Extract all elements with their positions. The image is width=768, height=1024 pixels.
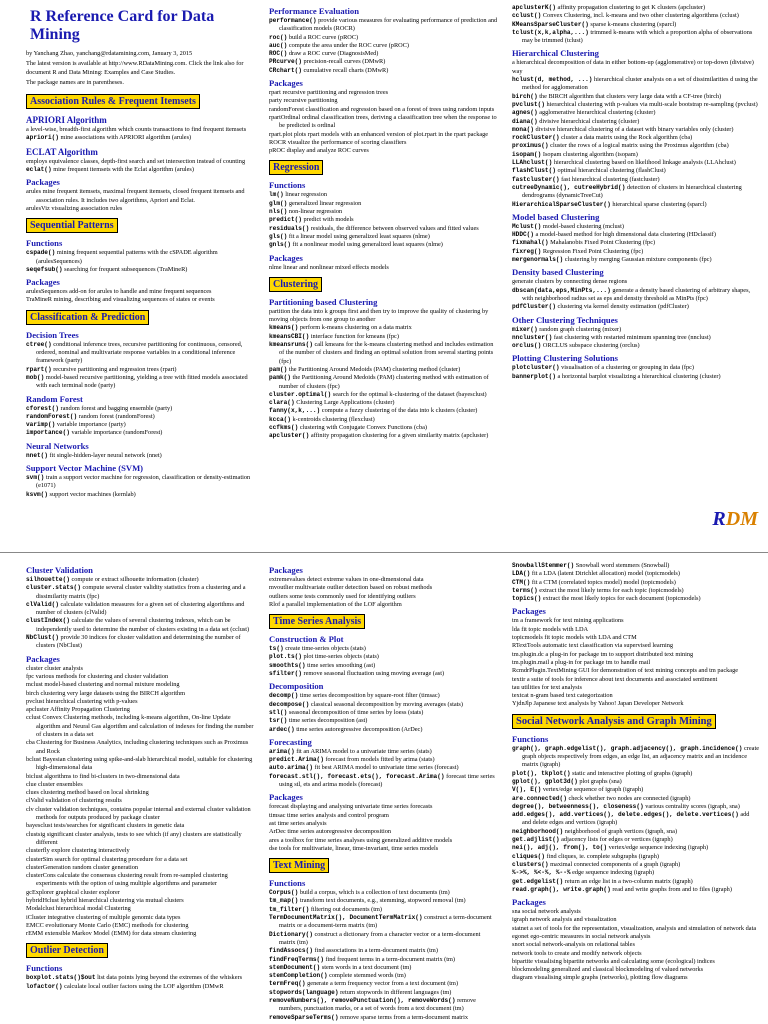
- entry-plot-ts: plot.ts() plot time-series objects (stats): [269, 653, 379, 661]
- entry-ts: ts() create time-series objects (stats): [269, 645, 366, 653]
- entry-prcurve: PRcurve() precision-recall curves (DMwR): [269, 58, 386, 66]
- pkg-item: apcluster Affinity Propagation Clustering: [26, 706, 130, 714]
- intro-author: by Yanchang Zhao, yanchang@rdatamining.com, January 3, 2015: [26, 50, 193, 57]
- pkg-randomforest: randomForest classification and regression based on a forest of trees using random inputs: [269, 105, 495, 113]
- pkg-item: extremevalues detect extreme values in one-dimensional data: [269, 576, 424, 583]
- entry-stemcompletion: stemCompletion() complete stemmed words (tm): [269, 972, 406, 980]
- column-4: [0, 562, 259, 1024]
- heading-random-forest: Random Forest: [26, 393, 83, 404]
- entry-apcluster: apcluster() affinity propagation clustering for a given similarity matrix (apcluster): [269, 432, 489, 440]
- entry-kmeanssparse: KMeansSparseCluster() sparse k-means clustering (sparcl): [512, 20, 677, 28]
- heading-packages: Packages: [26, 277, 60, 288]
- pkg-item: cba Clustering for Business Analytics, including clustering techniques such as Proximus and Rock: [26, 739, 249, 755]
- pkg-arulesviz: arulesViz visualizing association rules: [26, 204, 123, 212]
- section-sequential-patterns: Sequential Patterns: [26, 218, 118, 233]
- entry-flashclust: flashClust() optimal hierarchical clustering (flashClust): [512, 167, 666, 175]
- pkg-item: rEMM extensible Markov Model (EMM) for data stream clustering: [26, 930, 197, 938]
- heading-functions: Functions: [26, 238, 63, 249]
- entry-boxplot-stats: boxplot.stats()$out list data points lying beyond the extremes of the whiskers: [26, 974, 243, 982]
- entry-nls: nls() non-linear regression: [269, 208, 343, 216]
- entry-lda: LDA() fit a LDA (latent Dirichlet allocation) model (topicmodels): [512, 570, 680, 578]
- entry-agnes: agnes() agglomerative hierarchical clustering (cluster): [512, 109, 656, 117]
- entry-auc: auc() compute the area under the ROC curve (pROC): [269, 41, 410, 49]
- heading-packages: Packages: [26, 177, 60, 188]
- pkg-item: ArDec time series autoregressive decomposition: [269, 828, 392, 836]
- heading-packages: Packages: [512, 606, 546, 617]
- entry-cluster-stats: cluster.stats() compute several cluster validity statistics from a clustering and a dissimilarity matrix (fpc): [26, 584, 246, 600]
- entry-predict: predict() predict with models: [269, 216, 354, 224]
- heading-forecasting: Forecasting: [269, 736, 312, 747]
- pkg-item: birch clustering very large datasets using the BIRCH algorithm: [26, 689, 186, 697]
- bottom-half: [0, 562, 768, 1024]
- entry-lm: lm() linear regression: [269, 191, 328, 199]
- entry-forecast-stl: forecast.stl(), forecast.ets(), forecast.Arima() forecast time series using stl, ets and arima models (forecast): [269, 772, 495, 789]
- pkg-rpartordinal: rpartOrdinal ordinal classification trees, deriving a classification tree when the response to be predicted is ordinal: [269, 113, 497, 130]
- entry-crchart: CRchart() cumulative recall charts (DMwR): [269, 66, 389, 74]
- section-classification-prediction: Classification & Prediction: [26, 310, 149, 325]
- heading-packages: Packages: [26, 653, 60, 664]
- entry-diana: diana() divisive hierarchical clustering (cluster): [512, 117, 640, 125]
- heading-functions: Functions: [269, 180, 306, 191]
- pkg-nlme: nlme linear and nonlinear mixed effects models: [269, 263, 389, 271]
- pkg-item: clusterSim search for optimal clustering procedure for a data set: [26, 855, 188, 863]
- entry-ardec: ardec() time series autoregressive decomposition (ArDec): [269, 725, 423, 733]
- entry-predict-arima: predict.Arima() forecast from models fitted by arima (stats): [269, 756, 435, 764]
- pkg-item: biclust algorithms to find bi-clusters in two-dimensional data: [26, 772, 180, 780]
- section-association-rules: Association Rules & Frequent Itemsets: [26, 94, 200, 109]
- pkg-item: textir a suite of tools for inference about text documents and associated sentiment: [512, 675, 718, 683]
- section-social-network-analysis: Social Network Analysis and Graph Mining: [512, 714, 716, 729]
- heading-other-clustering: Other Clustering Techniques: [512, 314, 618, 325]
- entry-terms: terms() extract the most likely terms for each topic (topicmodels): [512, 586, 684, 594]
- pkg-item: mclust model-based clustering and normal mixture modeling: [26, 681, 180, 689]
- pkg-item: clValid validation of clustering results: [26, 797, 122, 805]
- pkg-item: ast time series analysis: [269, 819, 327, 827]
- pkg-item: tm a framework for text mining applications: [512, 617, 624, 625]
- pkg-item: blockmodeling generalized and classical blockmodeling of valued networks: [512, 966, 704, 974]
- entry-pam: pam() the Partitioning Around Medoids (PAM) clustering method (cluster): [269, 365, 461, 373]
- entry-eclat: eclat() mine frequent itemsets with the Eclat algorithm (arules): [26, 166, 194, 174]
- entry-arima: arima() fit an ARIMA model to a univariate time series (stats): [269, 747, 432, 755]
- pkg-item: sna social network analysis: [512, 908, 581, 916]
- entry-read-graph: read.graph(), write.graph() read and write graphs from and to files (igraph): [512, 885, 732, 893]
- apriori-description: a level-wise, breadth-first algorithm which counts transactions to find frequent itemsets: [26, 126, 247, 134]
- pkg-item: topicmodels fit topic models with LDA and CTM: [512, 634, 637, 642]
- pkg-proc: pROC display and analyze ROC curves: [269, 147, 369, 155]
- entry-rpart: rpart() recursive partitioning and regression trees (rpart): [26, 365, 177, 373]
- page-title: R Reference Card for Data Mining: [30, 8, 215, 43]
- pkg-item: YjdnJlp Japanese text analysis by Yahoo! Japan Developer Network: [512, 700, 684, 708]
- column-5: [259, 562, 502, 1024]
- pkg-item: bclust Bayesian clustering using spike-and-slab hierarchical model, suitable for clustering high-dimensional data: [26, 755, 253, 772]
- entry-dictionary: Dictionary() construct a dictionary from a character vector or a term-document matrix (tm): [269, 930, 481, 946]
- entry-randomforest: randomForest() random forest (randomForest): [26, 412, 155, 420]
- entry-findfreqterms: findFreqTerms() find frequent terms in a term-document matrix (tm): [269, 955, 456, 963]
- entry-ctree: ctree() conditional inference trees, recursive partitioning for continuous, censored, ordered, nominal and multivariate response variables in a conditional inference framework (party): [26, 340, 243, 365]
- entry-corpus: Corpus() build a corpus, which is a collection of text documents (tm): [269, 889, 450, 897]
- heading-packages: Packages: [269, 792, 303, 803]
- entry-importance: importance() variable importance (randomForest): [26, 429, 163, 437]
- pkg-item: hybridHclust hybrid hierarchical clustering via mutual clusters: [26, 896, 184, 904]
- entry-degree: degree(), betweenness(), closeness() various centrality scores (igraph, sna): [512, 802, 740, 810]
- entry-ctm: CTM() fit a CTM (correlated topics model) model (topicmodels): [512, 578, 676, 586]
- pkg-item: pvclust hierarchical clustering with p-values: [26, 697, 138, 705]
- pkg-item: tm.plugin.mail a plug-in for package tm to handle mail: [512, 658, 651, 666]
- entry-tm-map: tm_map() transform text documents, e.g., stemming, stopword removal (tm): [269, 897, 466, 905]
- entry-removesparseterms: removeSparseTerms() remove sparse terms from a term-document matrix: [269, 1013, 469, 1021]
- heading-packages: Packages: [269, 252, 303, 263]
- pkg-arules: arules mine frequent itemsets, maximal frequent itemsets, closed frequent itemsets and association rules. It includes two algorithms, Apriori and Eclat.: [26, 188, 245, 204]
- entry-ROC: ROC() draw a ROC curve (DiagnosisMed): [269, 50, 379, 58]
- entry-silhouette: silhouette() compute or extract silhouette information (cluster): [26, 576, 199, 583]
- entry-stopwords: stopwords(language) return stopwords in different languages (tm): [269, 988, 452, 996]
- entry-hddc: HDDC() a model-based method for high dimensional data clustering (HDclassif): [512, 231, 716, 239]
- entry-topics: topics() extract the most likely topics for each document (topicmodels): [512, 595, 701, 603]
- pkg-item: statnet a set of tools for the representation, visualization, analysis and simulation of network data: [512, 924, 757, 932]
- heading-functions: Functions: [26, 963, 63, 974]
- entry-dbscan: dbscan(data,eps,MinPts,...) generate a density based clustering of arbitrary shapes, with neighborhood radius set as eps and density threshold as MinPts (fpc): [512, 286, 751, 302]
- entry-sfilter: sfilter() remove seasonal fluctuation using moving average (ast): [269, 670, 445, 678]
- pkg-item: cluster cluster analysis: [26, 664, 84, 672]
- entry-get-edgelist: get.edgelist() return an edge list in a two-column matrix (igraph): [512, 877, 693, 885]
- pkg-item: gcExplorer graphical cluster explorer: [26, 888, 120, 896]
- entry-residuals: residuals() residuals, the difference between observed values and fitted values: [269, 224, 479, 232]
- entry-clvalid: clValid() calculate validation measures for a given set of clustering algorithms and number of clusters (clValid): [26, 600, 245, 617]
- entry-seqefsub: seqefsub() searching for frequent subsequences (TraMineR): [26, 265, 188, 273]
- heading-cluster-validation: Cluster Validation: [26, 565, 93, 575]
- entry-cforest: cforest() random forest and bagging ensemble (party): [26, 404, 173, 412]
- entry-nei: nei(), adj(), from(), to() vertex/edge sequence indexing (igraph): [512, 844, 709, 852]
- entry-kmeans: kmeans() perform k-means clustering on a data matrix: [269, 324, 412, 332]
- pkg-rpart: rpart recursive partitioning and regression trees: [269, 89, 389, 97]
- pkg-arulessequences: arulesSequences add-on for arules to handle and mine frequent sequences: [26, 288, 212, 296]
- eclat-description: employs equivalence classes, depth-first search and set intersection instead of counting: [26, 157, 246, 165]
- entry-clara: clara() Clustering Large Applications (cluster): [269, 399, 395, 407]
- pkg-item: RcmdrPlugin.TextMining GUI for demonstration of text mining concepts and tm package: [512, 667, 739, 675]
- section-regression: Regression: [269, 160, 323, 175]
- entry-mixer: mixer() random graph clustering (mixer): [512, 325, 622, 333]
- entry-clustindex: clustIndex() calculate the values of several clustering indexes, which can be independently used to determine the number of clusters existing in a data set (cclust): [26, 617, 250, 633]
- pkg-item: clue cluster ensembles: [26, 780, 83, 788]
- entry-graph: graph(), graph.edgelist(), graph.adjacency(), graph.incidence() create graph objects respectively from edges, an edge list, an adjacency matrix and an incidence matrix (igraph): [512, 744, 759, 769]
- column-2: [259, 0, 502, 552]
- page-break-divider: [0, 552, 768, 553]
- entry-smoothts: smoothts() time series smoothing (ast): [269, 661, 376, 669]
- heading-hierarchical-clustering: Hierarchical Clustering: [512, 48, 599, 59]
- entry-hclust: hclust(d, method, ...) hierarchical cluster analysis on a set of dissimilarities d using the method for agglomeration: [512, 76, 758, 92]
- intro-link[interactable]: The latest version is available at http://www.RDataMining.com. Click the link also for document R and Data Mining: Examples and Case Studies.: [26, 60, 244, 76]
- entry-snowballstemmer: SnowballStemmer() Snowball word stemmers (Snowball): [512, 562, 670, 569]
- entry-stl: stl() seasonal decomposition of time series by loess (stats): [269, 708, 424, 716]
- entry-tsr: tsr() time series decomposition (ast): [269, 717, 368, 725]
- partitioning-description: partition the data into k groups first and then try to improve the quality of clustering by moving objects from one group to another: [269, 307, 489, 324]
- pkg-rpartplot: rpart.plot plots rpart models with an enhanced version of plot.rpart in the rpart package: [269, 130, 489, 138]
- pkg-item: snort social network-analysis on relational tables: [512, 941, 635, 949]
- entry-get-adjlist: get.adjlist() adjacency lists for edges or vertices (igraph): [512, 836, 673, 844]
- entry-decompose: decompose() classical seasonal decomposition by moving averages (stats): [269, 700, 463, 708]
- pkg-item: iCluster integrative clustering of multiple genomic data types: [26, 913, 181, 921]
- entry-v-e: V(), E() vertex/edge sequence of igraph (igraph): [512, 786, 644, 794]
- intro-packages: The package names are in parentheses.: [26, 78, 124, 86]
- entry-decomp: decomp() time series decomposition by square-root filter (timsac): [269, 692, 440, 700]
- heading-packages: Packages: [269, 565, 303, 575]
- pkg-item: igraph network analysis and visualization: [512, 916, 617, 924]
- heading-density-clustering: Density based Clustering: [512, 267, 604, 278]
- pkg-item: forecast displaying and analysing univariate time series forecasts: [269, 803, 433, 811]
- entry-edge-operators: %->%, %<-%, %--% edge sequence indexing (igraph): [512, 869, 655, 877]
- heading-eclat: ECLAT Algorithm: [26, 146, 98, 157]
- pkg-item: bipartite visualising bipartite networks and calculating some (ecological) indices: [512, 957, 715, 965]
- column-3: [502, 0, 768, 552]
- entry-tm-filter: tm_filter() filtering out documents (tm): [269, 905, 382, 913]
- heading-packages: Packages: [269, 78, 303, 89]
- pkg-item: clusterCons calculate the consensus clustering result from re-sampled clustering experiments with the option of using multiple algorithms and parameter: [26, 872, 228, 888]
- heading-svm: Support Vector Machine (SVM): [26, 463, 144, 474]
- heading-plotting-clustering: Plotting Clustering Solutions: [512, 353, 619, 364]
- entry-svm: svm() train a support vector machine for regression, classification or density-estimation (e1071): [26, 474, 251, 490]
- pkg-item: egonet ego-centric measures in social network analysis: [512, 932, 651, 940]
- entry-ksvm: ksvm() support vector machines (kernlab): [26, 490, 136, 498]
- entry-ccfkms: ccfkms() clustering with Conjugate Convex Functions (cba): [269, 423, 427, 431]
- heading-apriori: APRIORI Algorithm: [26, 115, 107, 126]
- pkg-item: tm.plugin.dc a plug-in for package tm to support distributed text mining: [512, 650, 694, 658]
- pkg-item: ares a toolbox for time series analyses using generalized additive models: [269, 836, 453, 844]
- entry-are-connected: are.connected() check whether two nodes are connected (igraph): [512, 794, 691, 802]
- entry-roc: roc() build a ROC curve (pROC): [269, 33, 359, 41]
- entry-birch: birch() the BIRCH algorithm that clusters very large data with a CF-tree (birch): [512, 92, 722, 100]
- entry-apriori: apriori() mine associations with APRIORI algorithm (arules): [26, 134, 192, 142]
- pkg-item: clv cluster validation techniques, contains popular internal and external cluster validation methods for outputs produced by package cluster: [26, 805, 251, 822]
- pkg-item: textcat n-gram based text categorization: [512, 692, 613, 700]
- section-text-mining: Text Mining: [269, 858, 329, 873]
- entry-fixreg: fixreg() Regression Fixed Point Clustering (fpc): [512, 247, 644, 255]
- entry-tclust: tclust(x,k,alpha,...) trimmed k-means with which a proportion alpha of observations may be trimmed (tclust): [512, 28, 753, 45]
- entry-varimp: varimp() variable importance (party): [26, 421, 126, 429]
- heading-neural-networks: Neural Networks: [26, 440, 89, 451]
- heading-functions: Functions: [512, 733, 549, 744]
- pkg-item: clues clustering method based on local shrinking: [26, 789, 149, 797]
- heading-model-based-clustering: Model based Clustering: [512, 211, 600, 222]
- heading-performance-evaluation: Performance Evaluation: [269, 6, 359, 16]
- entry-rockcluster: rockCluster() cluster a data matrix using the Rock algorithm (cba): [512, 134, 693, 142]
- entry-pdfcluster: pdfCluster() clustering via kernel density estimation (pdfCluster): [512, 303, 689, 311]
- pkg-item: timsac time series analysis and control program: [269, 811, 389, 819]
- pkg-item: clusterfly explore clustering interactively: [26, 847, 130, 855]
- column-6: [502, 562, 768, 1024]
- pkg-item: fpc various methods for clustering and cluster validation: [26, 672, 169, 680]
- entry-cutree: cutreeDynamic(), cutreeHybrid() detection of clusters in hierarchical clustering dendrograms (dynamicTreeCut): [512, 183, 742, 200]
- entry-mclust: Mclust() model-based clustering (mclust): [512, 222, 624, 230]
- entry-kcca: kcca() k-centroids clustering (flexclust): [269, 415, 375, 423]
- entry-kmeanscbi: kmeansCBI() interface function for kmeans (fpc): [269, 332, 399, 340]
- entry-isopam: isopam() Isopam clustering algorithm (isopam): [512, 150, 638, 158]
- section-outlier-detection: Outlier Detection: [26, 943, 108, 958]
- entry-performance: performance() provide various measures for evaluating performance of prediction and classification models (ROCR): [269, 17, 498, 33]
- entry-proximus: proximus() cluster the rows of a logical matrix using the Proximus algorithm (cba): [512, 142, 729, 150]
- entry-fanny: fanny(x,k,...) compute a fuzzy clustering of the data into k clusters (cluster): [269, 407, 478, 415]
- entry-removenumbers: removeNumbers(), removePunctuation(), removeWords() remove numbers, punctuation marks, or a set of words from a text document (tm): [269, 996, 476, 1013]
- entry-glm: glm() generalized linear regression: [269, 199, 362, 207]
- pkg-rocr: ROCR visualize the performance of scoring classifiers: [269, 138, 407, 146]
- pkg-item: Rlof a parallel implementation of the LOF algorithm: [269, 600, 402, 608]
- heading-packages: Packages: [512, 897, 546, 908]
- entry-cspade: cspade() mining frequent sequential patterns with the cSPADE algorithm (arulesSequences): [26, 249, 218, 265]
- pkg-item: lda fit topic models with LDA: [512, 625, 589, 633]
- entry-lofactor: lofactor() calculate local outlier factors using the LOF algorithm (DMwR: [26, 982, 224, 990]
- rdm-logo: RDM: [712, 508, 758, 530]
- heading-decision-trees: Decision Trees: [26, 329, 79, 340]
- heading-functions: Functions: [269, 878, 306, 889]
- entry-fastcluster: fastcluster() fast hierarchical clustering (fastcluster): [512, 175, 660, 183]
- entry-nnet: nnet() fit single-hidden-layer neural network (nnet): [26, 451, 162, 459]
- pkg-item: Modalclust hierarchical modal Clustering: [26, 905, 131, 913]
- pkg-item: tau utilities for text analysis: [512, 683, 582, 691]
- entry-llahclust: LLAhclust() hierarchical clustering based on likelihood linkage analysis (LLAhclust): [512, 159, 736, 167]
- entry-apclusterk: apclusterK() affinity propagation clustering to get K clusters (apcluster): [512, 4, 706, 11]
- column-1: [0, 0, 259, 552]
- entry-cclust: cclust() Convex Clustering, incl. k-means and two other clustering algorithms (cclust): [512, 12, 739, 20]
- pkg-item: network tools to create and modify network objects: [512, 949, 642, 957]
- pkg-item: cclust Convex Clustering methods, including k-means algorithm, On-line Update algorithm and Neural Gas algorithm and calculation of indexes for finding the number of clusters in a data set: [26, 714, 254, 739]
- entry-plotcluster: plotcluster() visualisation of a clustering or grouping in data (fpc): [512, 364, 695, 372]
- pkg-item: EMCC evolutionary Monte Carlo (EMC) methods for clustering: [26, 921, 189, 929]
- entry-kmeansruns: kmeansruns() call kmeans for the k-means clustering method and includes estimation of the number of clusters and finding an optimal solution from several starting points (fpc): [269, 341, 494, 365]
- entry-clusters: clusters() maximal connected components of a graph (igraph): [512, 860, 681, 868]
- entry-cluster-optimal: cluster.optimal() search for the optimal k-clustering of the dataset (bayesclust): [269, 390, 487, 398]
- entry-orclus: orclus() ORCLUS subspace clustering (orclus): [512, 342, 640, 350]
- pkg-item: diagram visualising simple graphs (networks), plotting flow diagrams: [512, 974, 688, 982]
- pkg-party: party recursive partitioning: [269, 97, 338, 105]
- entry-stemdocument: stemDocument() stem words in a text document (tm): [269, 963, 412, 971]
- entry-termdocumentmatrix: TermDocumentMatrix(), DocumentTermMatrix() construct a term-document matrix or a document-term matrix (tm): [269, 914, 492, 930]
- entry-nncluster: nncluster() fast clustering with restarted minimum spanning tree (nnclust): [512, 333, 711, 341]
- pkg-item: outliers some tests commonly used for identifying outliers: [269, 592, 416, 600]
- entry-neighborhood: neighborhood() neighborhood of graph vertices (igraph, sna): [512, 827, 678, 835]
- heading-partitioning-clustering: Partitioning based Clustering: [269, 296, 378, 307]
- entry-pamk: pamk() the Partitioning Around Medoids (PAM) clustering method with estimation of number of clusters (fpc): [269, 374, 489, 390]
- pkg-item: clusterGeneration random cluster generation: [26, 863, 139, 871]
- pkg-item: bayesclust tests/searches for significant clusters in genetic data: [26, 822, 185, 830]
- entry-mob: mob() model-based recursive partitioning, yielding a tree with fitted models associated with each terminal node (party): [26, 373, 248, 390]
- hierarchical-description: a hierarchical decomposition of data in either bottom-up (agglomerative) or top-down (divisive) way: [512, 59, 754, 75]
- entry-termfreq: termFreq() generate a term frequency vector from a text document (tm): [269, 980, 459, 988]
- entry-add-edges: add.edges(), add.vertices(), delete.edges(), delete.vertices() add and delete edges and vertices (igraph): [512, 811, 750, 827]
- entry-gls: gls() fit a linear model using generalized least squares (nlme): [269, 232, 430, 240]
- pkg-item: dse tools for multivariate, linear, time-invariant, time series models: [269, 844, 439, 852]
- entry-cliques: cliques() find cliques, ie. complete subgraphs (igraph): [512, 852, 659, 860]
- entry-fixmahal: fixmahal() Mahalanobis Fixed Point Clustering (fpc): [512, 239, 656, 247]
- pkg-traminer: TraMineR mining, describing and visualizing sequences of states or events: [26, 296, 215, 304]
- pkg-item: RTextTools automatic text classification via supervised learning: [512, 642, 674, 650]
- entry-mona: mona() divisive hierarchical clustering of a dataset with binary variables only (cluster): [512, 125, 734, 133]
- entry-plot: plot(), tkplot() static and interactive plotting of graphs (igraph): [512, 769, 693, 777]
- section-time-series-analysis: Time Series Analysis: [269, 614, 365, 629]
- density-description: generate clusters by connecting dense regions: [512, 278, 628, 286]
- entry-pvclust: pvclust() hierarchical clustering with p-values via multi-scale bootstrap re-sampling (pvclust): [512, 100, 758, 108]
- entry-auto-arima: auto.arima() fit best ARIMA model to univariate time series (forecast): [269, 764, 459, 772]
- pkg-item: mvoutlier multivariate outlier detection based on robust methods: [269, 584, 433, 592]
- section-clustering: Clustering: [269, 277, 322, 292]
- entry-hierarchicalsparse: HierarchicalSparseCluster() hierarchical sparse clustering (sparcl): [512, 200, 707, 208]
- heading-construction-plot: Construction & Plot: [269, 634, 344, 645]
- entry-gnls: gnls() fit a nonlinear model using generalized least squares (nlme): [269, 241, 443, 249]
- entry-nbclust: NbClust() provide 30 indices for cluster validation and determining the number of clusters (NbClust): [26, 634, 241, 650]
- pkg-item: clustsig significant cluster analysis, tests to see which (if any) clusters are statistically different: [26, 830, 242, 846]
- entry-gplot: gplot(), gplot3d() plot graphs (sna): [512, 777, 622, 785]
- entry-mergenormals: mergenormals() clustering by merging Gaussian mixture components (fpc): [512, 256, 712, 264]
- entry-bannerplot: bannerplot() a horizontal barplot visualizing a hierarchical clustering (cluster): [512, 372, 721, 380]
- heading-decomposition: Decomposition: [269, 681, 324, 692]
- entry-findassocs: findAssocs() find associations in a term-document matrix (tm): [269, 947, 438, 955]
